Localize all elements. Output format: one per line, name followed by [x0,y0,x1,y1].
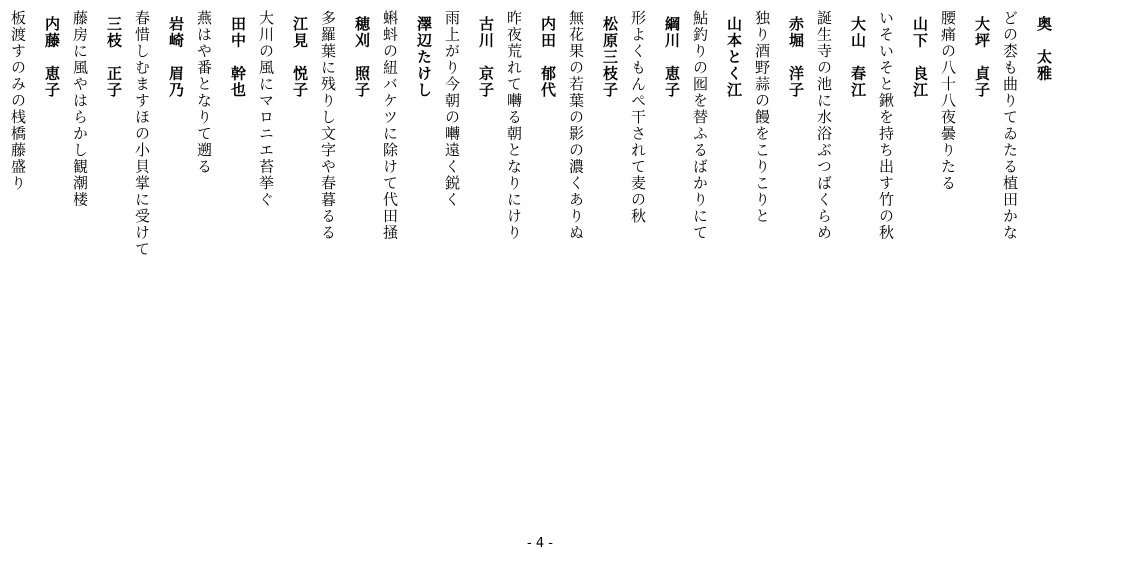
haiku-author: 綱川 恵子 [663,16,681,99]
haiku-text: 藤房に風やはらかし観潮楼 [71,10,89,208]
haiku-text: 形よくもんぺ干されて麦の秋 [629,10,647,225]
haiku-entry [254,10,316,480]
haiku-text: 蝌蚪の紐バケツに除けて代田掻 [381,10,399,241]
haiku-author: 山下 良江 [911,16,929,99]
haiku-text: 鮎釣りの囮を替ふるばかりにて [691,10,709,241]
haiku-entry [936,10,998,480]
haiku-grid [9,10,1060,480]
haiku-entry [688,10,750,480]
haiku-entry [316,10,378,480]
haiku-author: 奥 太雅 [1035,16,1053,82]
haiku-author: 田中 幹也 [229,16,247,99]
haiku-author: 赤堀 洋子 [787,16,805,99]
haiku-text: 燕はや番となりて遡る [195,10,213,175]
haiku-text: 誕生寺の池に水浴ぶつばくらめ [815,10,833,241]
haiku-text: 昨夜荒れて囀る朝となりにけり [505,10,523,241]
haiku-entry [6,10,68,480]
haiku-author: 山本とく江 [725,16,743,99]
haiku-text: 春惜しむますほの小貝掌に受けて [133,10,151,258]
haiku-entry [564,10,626,480]
haiku-text: 雨上がり今朝の囀遠く鋭く [443,10,461,208]
haiku-entry [998,10,1060,480]
page-number: - 4 - [527,536,553,551]
haiku-author: 内田 郁代 [539,16,557,99]
haiku-entry [502,10,564,480]
haiku-author: 大山 春江 [849,16,867,99]
haiku-entry [440,10,502,480]
haiku-entry [626,10,688,480]
haiku-entry [130,10,192,480]
haiku-author: 岩崎 眉乃 [167,16,185,99]
haiku-author: 江見 悦子 [291,16,309,99]
haiku-author: 穂刈 照子 [353,16,371,99]
haiku-text: 大川の風にマロニエ苔挙ぐ [257,10,275,208]
haiku-text: 多羅葉に残りし文字や春暮るる [319,10,337,241]
haiku-author: 澤辺たけし [415,16,433,99]
haiku-text: 無花果の若葉の影の濃くありぬ [567,10,585,241]
haiku-text: 独り酒野蒜の饅をこりこりと [753,10,771,225]
haiku-author: 古川 京子 [477,16,495,99]
haiku-author: 大坪 貞子 [973,16,991,99]
haiku-text: どの枩も曲りてゐたる植田かな [1001,10,1019,241]
haiku-entry [378,10,440,480]
haiku-author: 内藤 恵子 [43,16,61,99]
haiku-entry [874,10,936,480]
haiku-entry [812,10,874,480]
haiku-text: いそいそと鍬を持ち出す竹の秋 [877,10,895,241]
haiku-entry [750,10,812,480]
haiku-entry [192,10,254,480]
haiku-text: 板渡すのみの桟橋藤盛り [9,10,27,192]
haiku-author: 松原三枝子 [601,16,619,99]
haiku-text: 腰痛の八十八夜曇りたる [939,10,957,192]
haiku-author: 三枝 正子 [105,16,123,99]
haiku-entry [68,10,130,480]
